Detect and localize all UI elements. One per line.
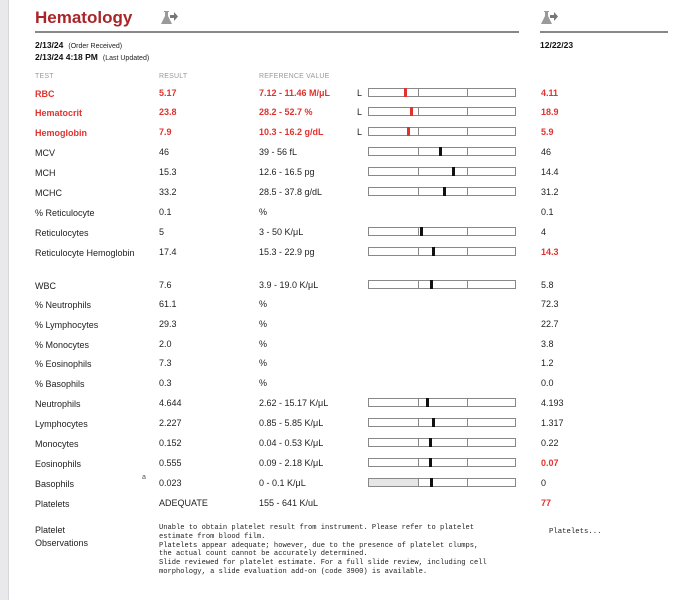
range-bar-marker: [430, 280, 433, 289]
previous-result[interactable]: 4.193: [541, 398, 564, 408]
order-received-date: 2/13/24: [35, 40, 64, 50]
reference-range: %: [259, 378, 268, 388]
test-result: 7.6: [159, 280, 172, 290]
previous-result[interactable]: 0.1: [541, 207, 554, 217]
range-bar: [368, 398, 516, 407]
reference-range: 0.85 - 5.85 K/μL: [259, 418, 324, 428]
test-result: 2.227: [159, 418, 182, 428]
reference-range: 39 - 56 fL: [259, 147, 298, 157]
reference-range: 28.5 - 37.8 g/dL: [259, 187, 323, 197]
reference-range: %: [259, 319, 268, 329]
range-bar-divider: [467, 148, 468, 155]
range-bar: [368, 227, 516, 236]
previous-result[interactable]: 5.8: [541, 280, 554, 290]
last-updated-label: (Last Updated): [102, 55, 150, 62]
reference-range: 3 - 50 K/μL: [259, 227, 304, 237]
last-updated-date: 2/13/24 4:18 PM: [35, 52, 98, 62]
previous-result[interactable]: 31.2: [541, 187, 559, 197]
range-bar-divider: [467, 188, 468, 195]
previous-result[interactable]: 4.11: [541, 88, 559, 98]
previous-result-date[interactable]: 12/22/23: [540, 40, 574, 50]
test-name[interactable]: MCV: [35, 148, 55, 158]
test-result: 61.1: [159, 299, 177, 309]
column-header-test: TEST: [35, 73, 54, 80]
range-bar-marker: [410, 107, 413, 116]
test-result: 23.8: [159, 107, 177, 117]
test-name[interactable]: Hematocrit: [35, 108, 83, 118]
previous-result[interactable]: 18.9: [541, 107, 559, 117]
test-name[interactable]: MCHC: [35, 188, 62, 198]
range-bar-divider: [467, 479, 468, 486]
range-bar: [368, 280, 516, 289]
test-name[interactable]: % Lymphocytes: [35, 320, 99, 330]
range-bar: [368, 147, 516, 156]
range-bar-marker: [443, 187, 446, 196]
previous-result[interactable]: 72.3: [541, 299, 559, 309]
observations-text: Unable to obtain platelet result from instrument. Please refer to platelet estimate from blood film. Platelets appear adequate; however, due to the presence of platelet clumps, the actual count cannot be accurately determined. Slide reviewed for platelet estimate. For a full slide review, including cell morphology, a slide evaluation add-on (code 3900) is available.: [159, 524, 487, 576]
previous-result[interactable]: 77: [541, 498, 552, 508]
reference-range: 0 - 0.1 K/μL: [259, 478, 306, 488]
range-bar-marker: [420, 227, 423, 236]
range-bar-divider: [418, 248, 419, 255]
range-bar-marker: [407, 127, 410, 136]
test-name[interactable]: Eosinophils: [35, 459, 82, 469]
low-flag: L: [357, 107, 363, 117]
reference-range: 28.2 - 52.7 %: [259, 107, 313, 117]
test-result: 7.3: [159, 358, 172, 368]
test-result: 0.3: [159, 378, 172, 388]
range-bar-divider: [418, 128, 419, 135]
observations-label: Platelet Observations: [35, 525, 89, 548]
range-bar-divider: [418, 188, 419, 195]
previous-result[interactable]: 1.2: [541, 358, 554, 368]
reference-range: 15.3 - 22.9 pg: [259, 247, 315, 257]
test-name[interactable]: Hemoglobin: [35, 128, 87, 138]
previous-result[interactable]: 5.9: [541, 127, 554, 137]
reference-range: 0.04 - 0.53 K/μL: [259, 438, 324, 448]
test-name[interactable]: Monocytes: [35, 439, 79, 449]
range-bar: [368, 458, 516, 467]
test-name[interactable]: Reticulocytes: [35, 228, 89, 238]
range-bar-divider: [418, 281, 419, 288]
column-header-reference: REFERENCE VALUE: [259, 73, 330, 80]
range-bar-divider: [418, 168, 419, 175]
test-result: 0.152: [159, 438, 182, 448]
test-result: 46: [159, 147, 170, 157]
section-divider: [35, 31, 519, 33]
test-name[interactable]: RBC: [35, 89, 55, 99]
previous-divider: [540, 31, 668, 33]
range-bar: [368, 187, 516, 196]
range-bar-divider: [418, 459, 419, 466]
order-received-label: (Order Received): [68, 43, 123, 50]
reference-range: 155 - 641 K/uL: [259, 498, 319, 508]
range-bar-marker: [426, 398, 429, 407]
reference-range: %: [259, 358, 268, 368]
test-name[interactable]: % Reticulocyte: [35, 208, 95, 218]
range-bar-marker: [452, 167, 455, 176]
range-bar: [368, 167, 516, 176]
range-bar-divider: [418, 439, 419, 446]
test-result: ADEQUATE: [159, 498, 208, 508]
test-result: 5.17: [159, 88, 177, 98]
range-bar-divider: [418, 399, 419, 406]
range-bar-divider: [418, 419, 419, 426]
range-bar-divider: [418, 479, 419, 486]
range-bar-marker: [432, 247, 435, 256]
reference-range: %: [259, 207, 268, 217]
previous-result[interactable]: 22.7: [541, 319, 559, 329]
range-bar: [368, 127, 516, 136]
range-bar-divider: [467, 459, 468, 466]
previous-result[interactable]: 46: [541, 147, 552, 157]
reference-range: 2.62 - 15.17 K/μL: [259, 398, 329, 408]
range-bar-divider: [418, 228, 419, 235]
range-bar: [368, 478, 516, 487]
range-bar-marker: [432, 418, 435, 427]
test-name[interactable]: Basophils: [35, 479, 75, 489]
range-bar: [368, 247, 516, 256]
reference-range: 0.09 - 2.18 K/μL: [259, 458, 324, 468]
reference-range: %: [259, 299, 268, 309]
test-name[interactable]: % Monocytes: [35, 340, 90, 350]
range-bar-marker: [404, 88, 407, 97]
previous-result[interactable]: 0.07: [541, 458, 559, 468]
previous-result[interactable]: 0.0: [541, 378, 554, 388]
range-bar-divider: [467, 108, 468, 115]
reference-range: 12.6 - 16.5 pg: [259, 167, 315, 177]
range-bar: [368, 438, 516, 447]
range-bar: [368, 88, 516, 97]
test-result: 15.3: [159, 167, 177, 177]
previous-result[interactable]: 14.4: [541, 167, 559, 177]
test-name[interactable]: WBC: [35, 281, 56, 291]
test-name[interactable]: % Neutrophils: [35, 300, 92, 310]
range-bar-divider: [467, 399, 468, 406]
range-bar-divider: [467, 89, 468, 96]
reference-range: 3.9 - 19.0 K/μL: [259, 280, 319, 290]
previous-result[interactable]: 0: [541, 478, 547, 488]
flask-export-icon[interactable]: [540, 10, 558, 26]
range-bar: [368, 107, 516, 116]
observations-previous[interactable]: Platelets...: [549, 528, 602, 536]
previous-result[interactable]: 1.317: [541, 418, 564, 428]
range-bar-low-shade: [369, 479, 418, 486]
section-title: Hematology: [35, 8, 133, 27]
test-result: 17.4: [159, 247, 177, 257]
range-bar-divider: [418, 89, 419, 96]
previous-result[interactable]: 3.8: [541, 339, 554, 349]
flask-export-icon[interactable]: [160, 10, 178, 26]
reference-range: 10.3 - 16.2 g/dL: [259, 127, 324, 137]
range-bar-divider: [467, 419, 468, 426]
range-bar-marker: [439, 147, 442, 156]
previous-result[interactable]: 4: [541, 227, 547, 237]
test-name[interactable]: Lymphocytes: [35, 419, 88, 429]
range-bar-marker: [430, 478, 433, 487]
test-result: 0.555: [159, 458, 182, 468]
test-result: 0.023: [159, 478, 182, 488]
test-result: 5: [159, 227, 165, 237]
range-bar-divider: [418, 108, 419, 115]
range-bar-divider: [467, 439, 468, 446]
test-result: 0.1: [159, 207, 172, 217]
test-name[interactable]: Reticulocyte Hemoglobin: [35, 248, 135, 258]
test-result: 29.3: [159, 319, 177, 329]
test-result: 4.644: [159, 398, 182, 408]
range-bar-marker: [429, 458, 432, 467]
previous-result[interactable]: 14.3: [541, 247, 559, 257]
order-dates: [35, 40, 149, 64]
test-name[interactable]: Platelets: [35, 499, 70, 509]
range-bar-divider: [467, 281, 468, 288]
range-bar-divider: [467, 248, 468, 255]
column-header-result: RESULT: [159, 73, 188, 80]
range-bar-divider: [467, 128, 468, 135]
low-flag: L: [357, 127, 363, 137]
test-name[interactable]: % Eosinophils: [35, 359, 92, 369]
test-name[interactable]: MCH: [35, 168, 56, 178]
previous-result[interactable]: 0.22: [541, 438, 559, 448]
footnote-marker[interactable]: a: [142, 474, 146, 481]
test-result: 7.9: [159, 127, 172, 137]
left-sidebar-edge: [0, 0, 9, 600]
low-flag: L: [357, 88, 363, 98]
range-bar: [368, 418, 516, 427]
range-bar-divider: [418, 148, 419, 155]
range-bar-divider: [467, 228, 468, 235]
range-bar-divider: [467, 168, 468, 175]
reference-range: %: [259, 339, 268, 349]
test-result: 33.2: [159, 187, 177, 197]
test-name[interactable]: % Basophils: [35, 379, 85, 389]
range-bar-marker: [429, 438, 432, 447]
test-result: 2.0: [159, 339, 172, 349]
test-name[interactable]: Neutrophils: [35, 399, 81, 409]
reference-range: 7.12 - 11.46 M/μL: [259, 88, 331, 98]
